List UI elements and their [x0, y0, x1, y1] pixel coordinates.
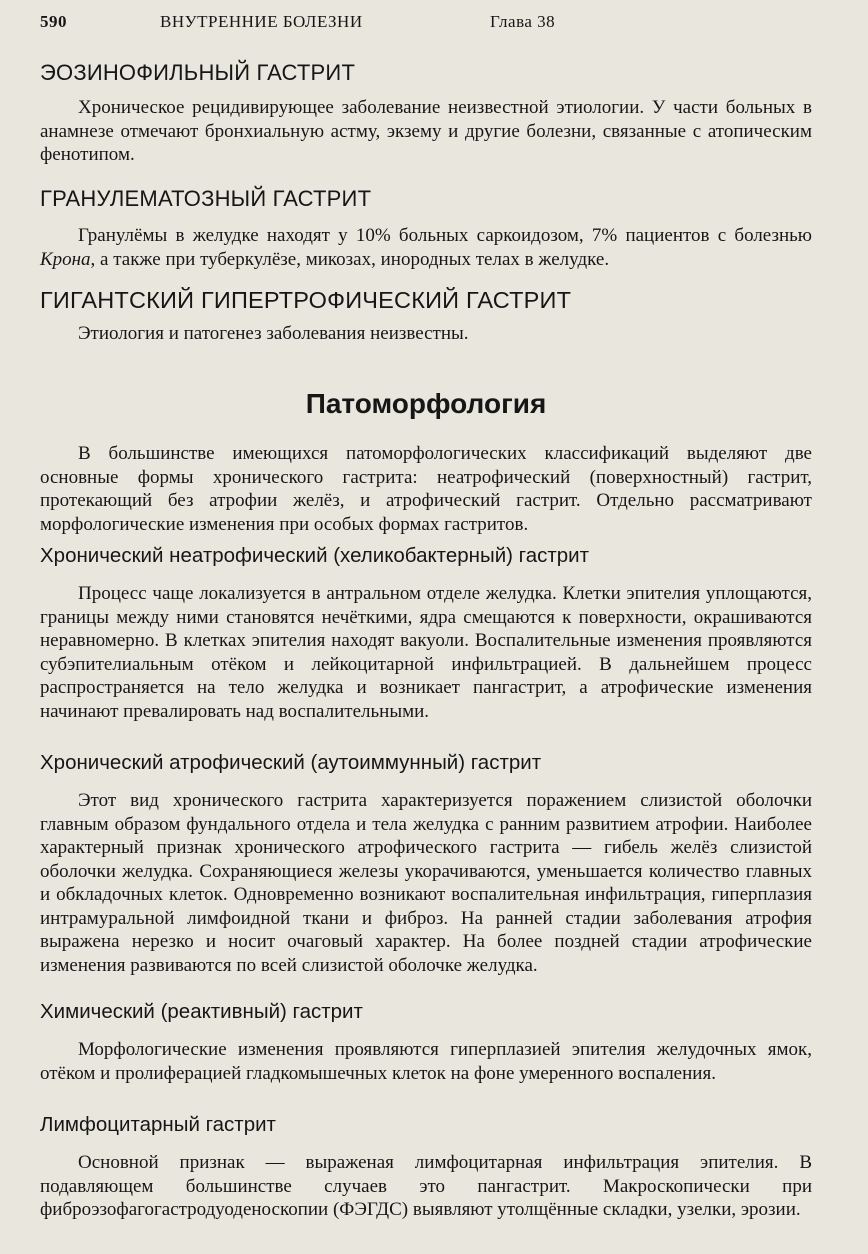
paragraph — [40, 224, 812, 271]
section-title: ЭОЗИНОФИЛЬНЫЙ ГАСТРИТ — [40, 60, 356, 85]
section-chemical — [40, 1000, 812, 1085]
section-non-atrophic — [40, 544, 812, 723]
subsection-title: Химический (реактивный) гастрит — [40, 1000, 363, 1023]
chapter-label: Глава 38 — [490, 12, 556, 31]
paragraph: Этиология и патогенез заболевания неизвестны. — [78, 323, 469, 344]
section-granulomatous — [40, 186, 812, 271]
subsection-title: Хронический атрофический (аутоиммунный) гастрит — [40, 751, 542, 774]
paragraph: Основной признак — выраженая лимфоцитарная инфильтрация эпителия. В подавляющем большинстве случаев это пангастрит. Макроскопически при фиброэзофагогастродуоденоскопии (ФЭГДС) выявляют утолщённые складки, узелки, эрозии. — [40, 1152, 812, 1220]
section-eosinophilic — [40, 60, 812, 167]
text-run: Гранулёмы в желудке находят у 10% больных саркоидозом, 7% пациентов с болезнью — [78, 225, 812, 246]
section-atrophic — [40, 751, 812, 977]
section-title: ГРАНУЛЕМАТОЗНЫЙ ГАСТРИТ — [40, 186, 372, 211]
paragraph: В большинстве имеющихся патоморфологических классификаций выделяют две основные формы хронического гастрита: неатрофический (поверхностный) гастрит, протекающий без атрофии желёз, и атрофический гастрит. Отдельно рассматривают морфологические изменения при особых формах гастритов. — [40, 443, 812, 535]
page-number: 590 — [40, 12, 67, 31]
section-giant-hypertrophic — [40, 287, 812, 346]
paragraph: Хроническое рецидивирующее заболевание неизвестной этиологии. У части больных в анамнезе отмечают бронхиальную астму, экзему и другие болезни, связанные с атопическим фенотипом. — [40, 97, 812, 165]
text-run: , а также при туберкулёзе, микозах, инородных телах в желудке. — [90, 248, 610, 270]
section-lymphocytic — [40, 1113, 812, 1222]
paragraph: Процесс чаще локализуется в антральном отделе желудка. Клетки эпителия уплощаются, границы между ними становятся нечёткими, ядра смещаются к поверхности, окрашиваются неравномерно. В клетках эпителия находят вакуоли. Воспалительные изменения проявляются субэпителиальным отёком и лейкоцитарной инфильтрацией. В дальнейшем процесс распространяется на тело желудка и возникает пангастрит, а атрофические изменения начинают превалировать над воспалительными. — [40, 583, 812, 722]
section-pathomorphology — [40, 388, 812, 536]
paragraph: Морфологические изменения проявляются гиперплазией эпителия желудочных ямок, отёком и пролиферацией гладкомышечных клеток на фоне умеренного воспаления. — [40, 1039, 812, 1084]
subsection-title: Хронический неатрофический (хеликобактерный) гастрит — [40, 544, 589, 567]
book-title: ВНУТРЕННИЕ БОЛЕЗНИ — [160, 12, 363, 31]
running-head — [40, 12, 812, 42]
section-title: ГИГАНТСКИЙ ГИПЕРТРОФИЧЕСКИЙ ГАСТРИТ — [40, 287, 572, 313]
part-title: Патоморфология — [305, 388, 547, 419]
subsection-title: Лимфоцитарный гастрит — [40, 1113, 276, 1136]
paragraph: Этот вид хронического гастрита характеризуется поражением слизистой оболочки главным образом фундального отдела и тела желудка с ранним развитием атрофии. Наиболее характерный признак хронического атрофического гастрита — гибель желёз слизистой оболочки желудка. Сохраняющиеся железы укорачиваются, уменьшается количество главных и обкладочных клеток. Одновременно возникают воспалительная инфильтрация, гиперплазия интрамуральной лимфоидной ткани и фиброз. На ранней стадии заболевания атрофия выражена нерезко и носит очаговый характер. На более поздней стадии атрофические изменения развиваются по всей слизистой оболочке желудка. — [40, 790, 812, 976]
italic-term: Крона — [40, 248, 91, 270]
